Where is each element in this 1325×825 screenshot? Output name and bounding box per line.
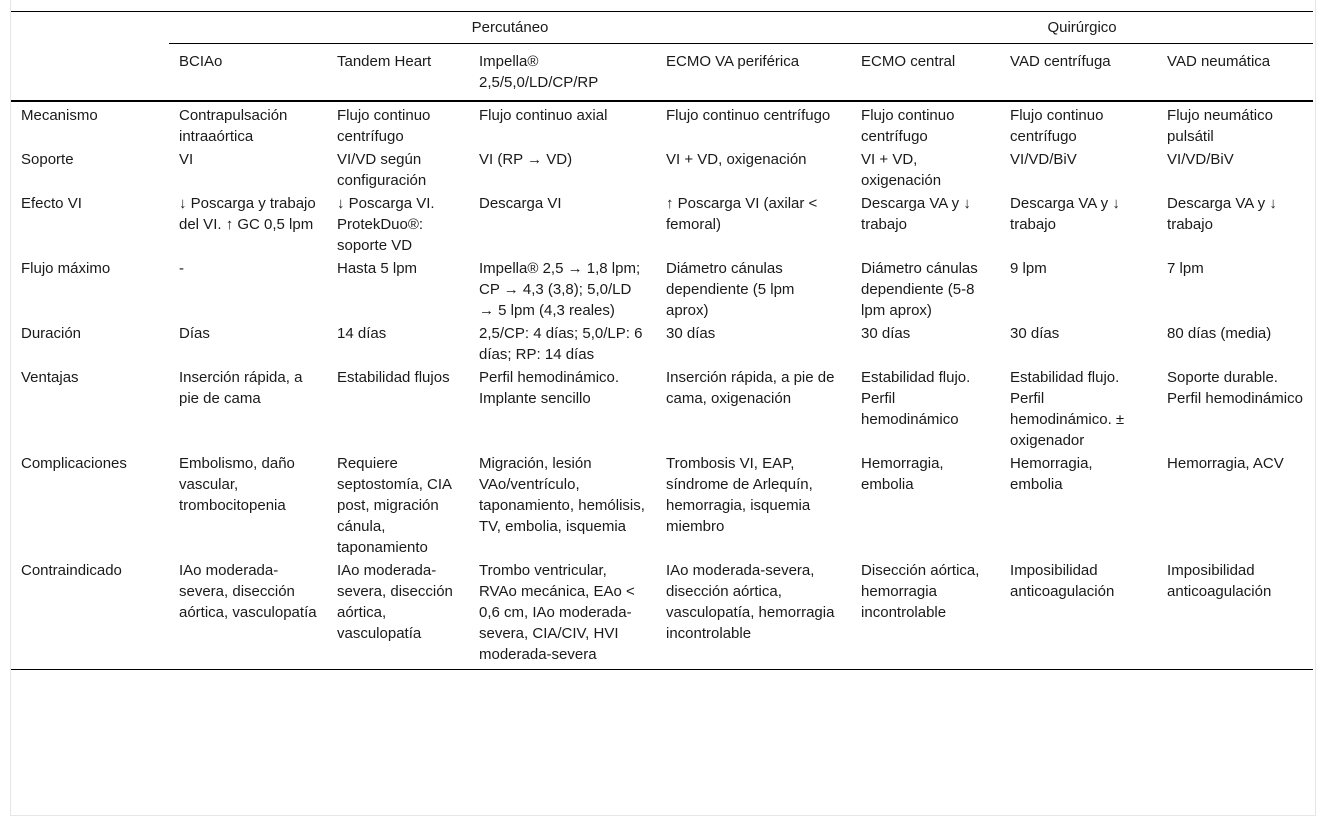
table-row [11, 322, 1313, 366]
table-cell: Perfil hemodinámico. Implante sencillo [479, 369, 620, 407]
table-cell: Inserción rápida, a pie de cama, oxigenación [666, 369, 835, 407]
table-row [11, 192, 1313, 257]
group-header-row [11, 12, 1313, 44]
table-row [11, 257, 1313, 322]
table-cell: Impella® 2,5 → 1,8 lpm; CP → 4,3 (3,8); 5,0/LD → 5 lpm (4,3 reales) [479, 260, 641, 319]
row-label: Efecto VI [21, 195, 82, 212]
table-cell: VI + VD, oxigenación [666, 151, 807, 168]
table-cell: Flujo continuo centrífugo [1010, 107, 1104, 145]
table-cell: Migración, lesión VAo/ventrículo, taponamiento, hemólisis, TV, embolia, isquemia [479, 455, 645, 535]
column-header: ECMO central [861, 53, 956, 70]
table-cell: Hasta 5 lpm [337, 260, 418, 277]
table-cell: Imposibilidad anticoagulación [1010, 562, 1115, 600]
table-cell: Flujo continuo centrífugo [337, 107, 431, 145]
table-cell: Descarga VA y ↓ trabajo [1167, 195, 1277, 233]
table-cell: Flujo neumático pulsátil [1167, 107, 1273, 145]
corner-cell [11, 12, 169, 44]
group-percutaneous: Percutáneo [169, 12, 851, 44]
table-cell: Soporte durable. Perfil hemodinámico [1167, 369, 1303, 407]
table-row [11, 559, 1313, 670]
table-cell: 80 días (media) [1167, 325, 1272, 342]
table-cell: Contrapulsación intraaórtica [179, 107, 288, 145]
table-cell: Descarga VA y ↓ trabajo [861, 195, 971, 233]
row-label: Ventajas [21, 369, 79, 386]
column-header: Impella® 2,5/5,0/LD/CP/RP [479, 53, 599, 91]
table-cell: VI/VD/BiV [1010, 151, 1077, 168]
table-cell: Disección aórtica, hemorragia incontrolable [861, 562, 980, 621]
table-cell: IAo moderada-severa, disección aórtica, vasculopatía [337, 562, 453, 642]
table-cell: 30 días [861, 325, 911, 342]
table-cell: Días [179, 325, 210, 342]
table-cell: - [179, 260, 184, 277]
table-cell: Estabilidad flujos [337, 369, 450, 386]
table-cell: 2,5/CP: 4 días; 5,0/LP: 6 días; RP: 14 días [479, 325, 643, 363]
table-cell: Flujo continuo centrífugo [666, 107, 831, 124]
table-cell: 14 días [337, 325, 387, 342]
table-cell: VI/VD según configuración [337, 151, 427, 189]
row-label: Contraindicado [21, 562, 122, 579]
table-cell: Embolismo, daño vascular, trombocitopenia [179, 455, 295, 514]
column-header-empty [11, 44, 169, 102]
table-row [11, 452, 1313, 559]
row-label: Duración [21, 325, 82, 342]
table-cell: Trombo ventricular, RVAo mecánica, EAo < 0,6 cm, IAo moderada-severa, CIA/CIV, HVI moderada-severa [479, 562, 635, 663]
table-cell: 9 lpm [1010, 260, 1047, 277]
column-header: BCIAo [179, 53, 223, 70]
table-cell: ↓ Poscarga VI. ProtekDuo®: soporte VD [337, 195, 435, 254]
table-cell: VI (RP → VD) [479, 151, 573, 168]
column-header: VAD centrífuga [1010, 53, 1111, 70]
table-cell: Imposibilidad anticoagulación [1167, 562, 1272, 600]
table-cell: Flujo continuo axial [479, 107, 608, 124]
table-row [11, 101, 1313, 148]
table-cell: IAo moderada-severa, disección aórtica, vasculopatía, hemorragia incontrolable [666, 562, 835, 642]
table-cell: VI/VD/BiV [1167, 151, 1234, 168]
table-cell: IAo moderada-severa, disección aórtica, vasculopatía [179, 562, 317, 621]
row-label: Mecanismo [21, 107, 98, 124]
row-label: Flujo máximo [21, 260, 111, 277]
table-body [11, 101, 1313, 670]
table-cell: Diámetro cánulas dependiente (5-8 lpm aprox) [861, 260, 978, 319]
group-surgical: Quirúrgico [851, 12, 1313, 44]
table-cell: ↓ Poscarga y trabajo del VI. ↑ GC 0,5 lpm [179, 195, 316, 233]
table-cell: Flujo continuo centrífugo [861, 107, 955, 145]
column-header: Tandem Heart [337, 53, 432, 70]
table-cell: Descarga VA y ↓ trabajo [1010, 195, 1120, 233]
table-cell: 30 días [1010, 325, 1060, 342]
table-cell: Estabilidad flujo. Perfil hemodinámico. ± oxigenador [1010, 369, 1125, 449]
table-cell: Inserción rápida, a pie de cama [179, 369, 303, 407]
table-cell: Hemorragia, embolia [861, 455, 944, 493]
table-cell: Trombosis VI, EAP, síndrome de Arlequín, hemorragia, isquemia miembro [666, 455, 813, 535]
table-cell: Estabilidad flujo. Perfil hemodinámico [861, 369, 971, 428]
column-header: VAD neumática [1167, 53, 1271, 70]
table-cell: ↑ Poscarga VI (axilar < femoral) [666, 195, 818, 233]
mcs-comparison-table [11, 11, 1313, 670]
table-row [11, 148, 1313, 192]
table-cell: Hemorragia, ACV [1167, 455, 1284, 472]
table-cell: Descarga VI [479, 195, 562, 212]
table-row [11, 366, 1313, 452]
row-label: Soporte [21, 151, 74, 168]
table-cell: 30 días [666, 325, 716, 342]
row-label: Complicaciones [21, 455, 127, 472]
table-cell: VI [179, 151, 194, 168]
table-cell: Hemorragia, embolia [1010, 455, 1093, 493]
table-cell: Diámetro cánulas dependiente (5 lpm aprox) [666, 260, 795, 319]
table-cell: Requiere septostomía, CIA post, migración cánula, taponamiento [337, 455, 452, 556]
table-cell: VI + VD, oxigenación [861, 151, 942, 189]
column-header: ECMO VA periférica [666, 53, 800, 70]
table-cell: 7 lpm [1167, 260, 1204, 277]
column-header-row [11, 44, 1313, 102]
